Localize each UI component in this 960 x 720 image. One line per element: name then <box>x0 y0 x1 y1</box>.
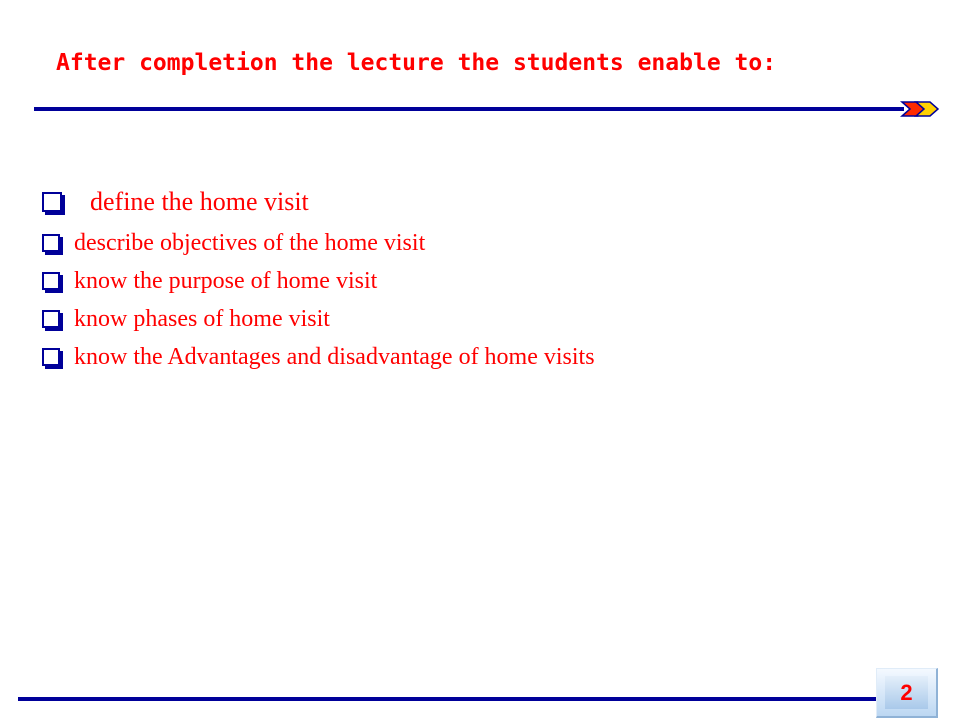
checkbox-square-icon <box>42 348 60 366</box>
bottom-divider <box>18 697 898 701</box>
list-item <box>38 224 595 262</box>
list-item <box>38 262 595 300</box>
checkbox-square-icon <box>42 234 60 252</box>
top-divider <box>34 107 904 111</box>
list-item <box>38 338 595 376</box>
checkbox-square-icon <box>42 192 62 212</box>
objectives-list <box>38 180 595 376</box>
objective-text: know phases of home visit <box>74 306 330 332</box>
checkbox-square-icon <box>42 272 60 290</box>
list-item <box>38 300 595 338</box>
objective-text: know the Advantages and disadvantage of home visits <box>74 344 595 370</box>
objective-text: define the home visit <box>90 187 309 216</box>
double-arrow-icon <box>900 100 942 118</box>
page-number: 2 <box>900 679 913 705</box>
page-number-badge <box>876 668 938 718</box>
checkbox-square-icon <box>42 310 60 328</box>
objective-text: describe objectives of the home visit <box>74 230 426 256</box>
list-item <box>38 180 595 224</box>
slide-title: After completion the lecture the students enable to: <box>56 50 777 76</box>
objective-text: know the purpose of home visit <box>74 268 378 294</box>
